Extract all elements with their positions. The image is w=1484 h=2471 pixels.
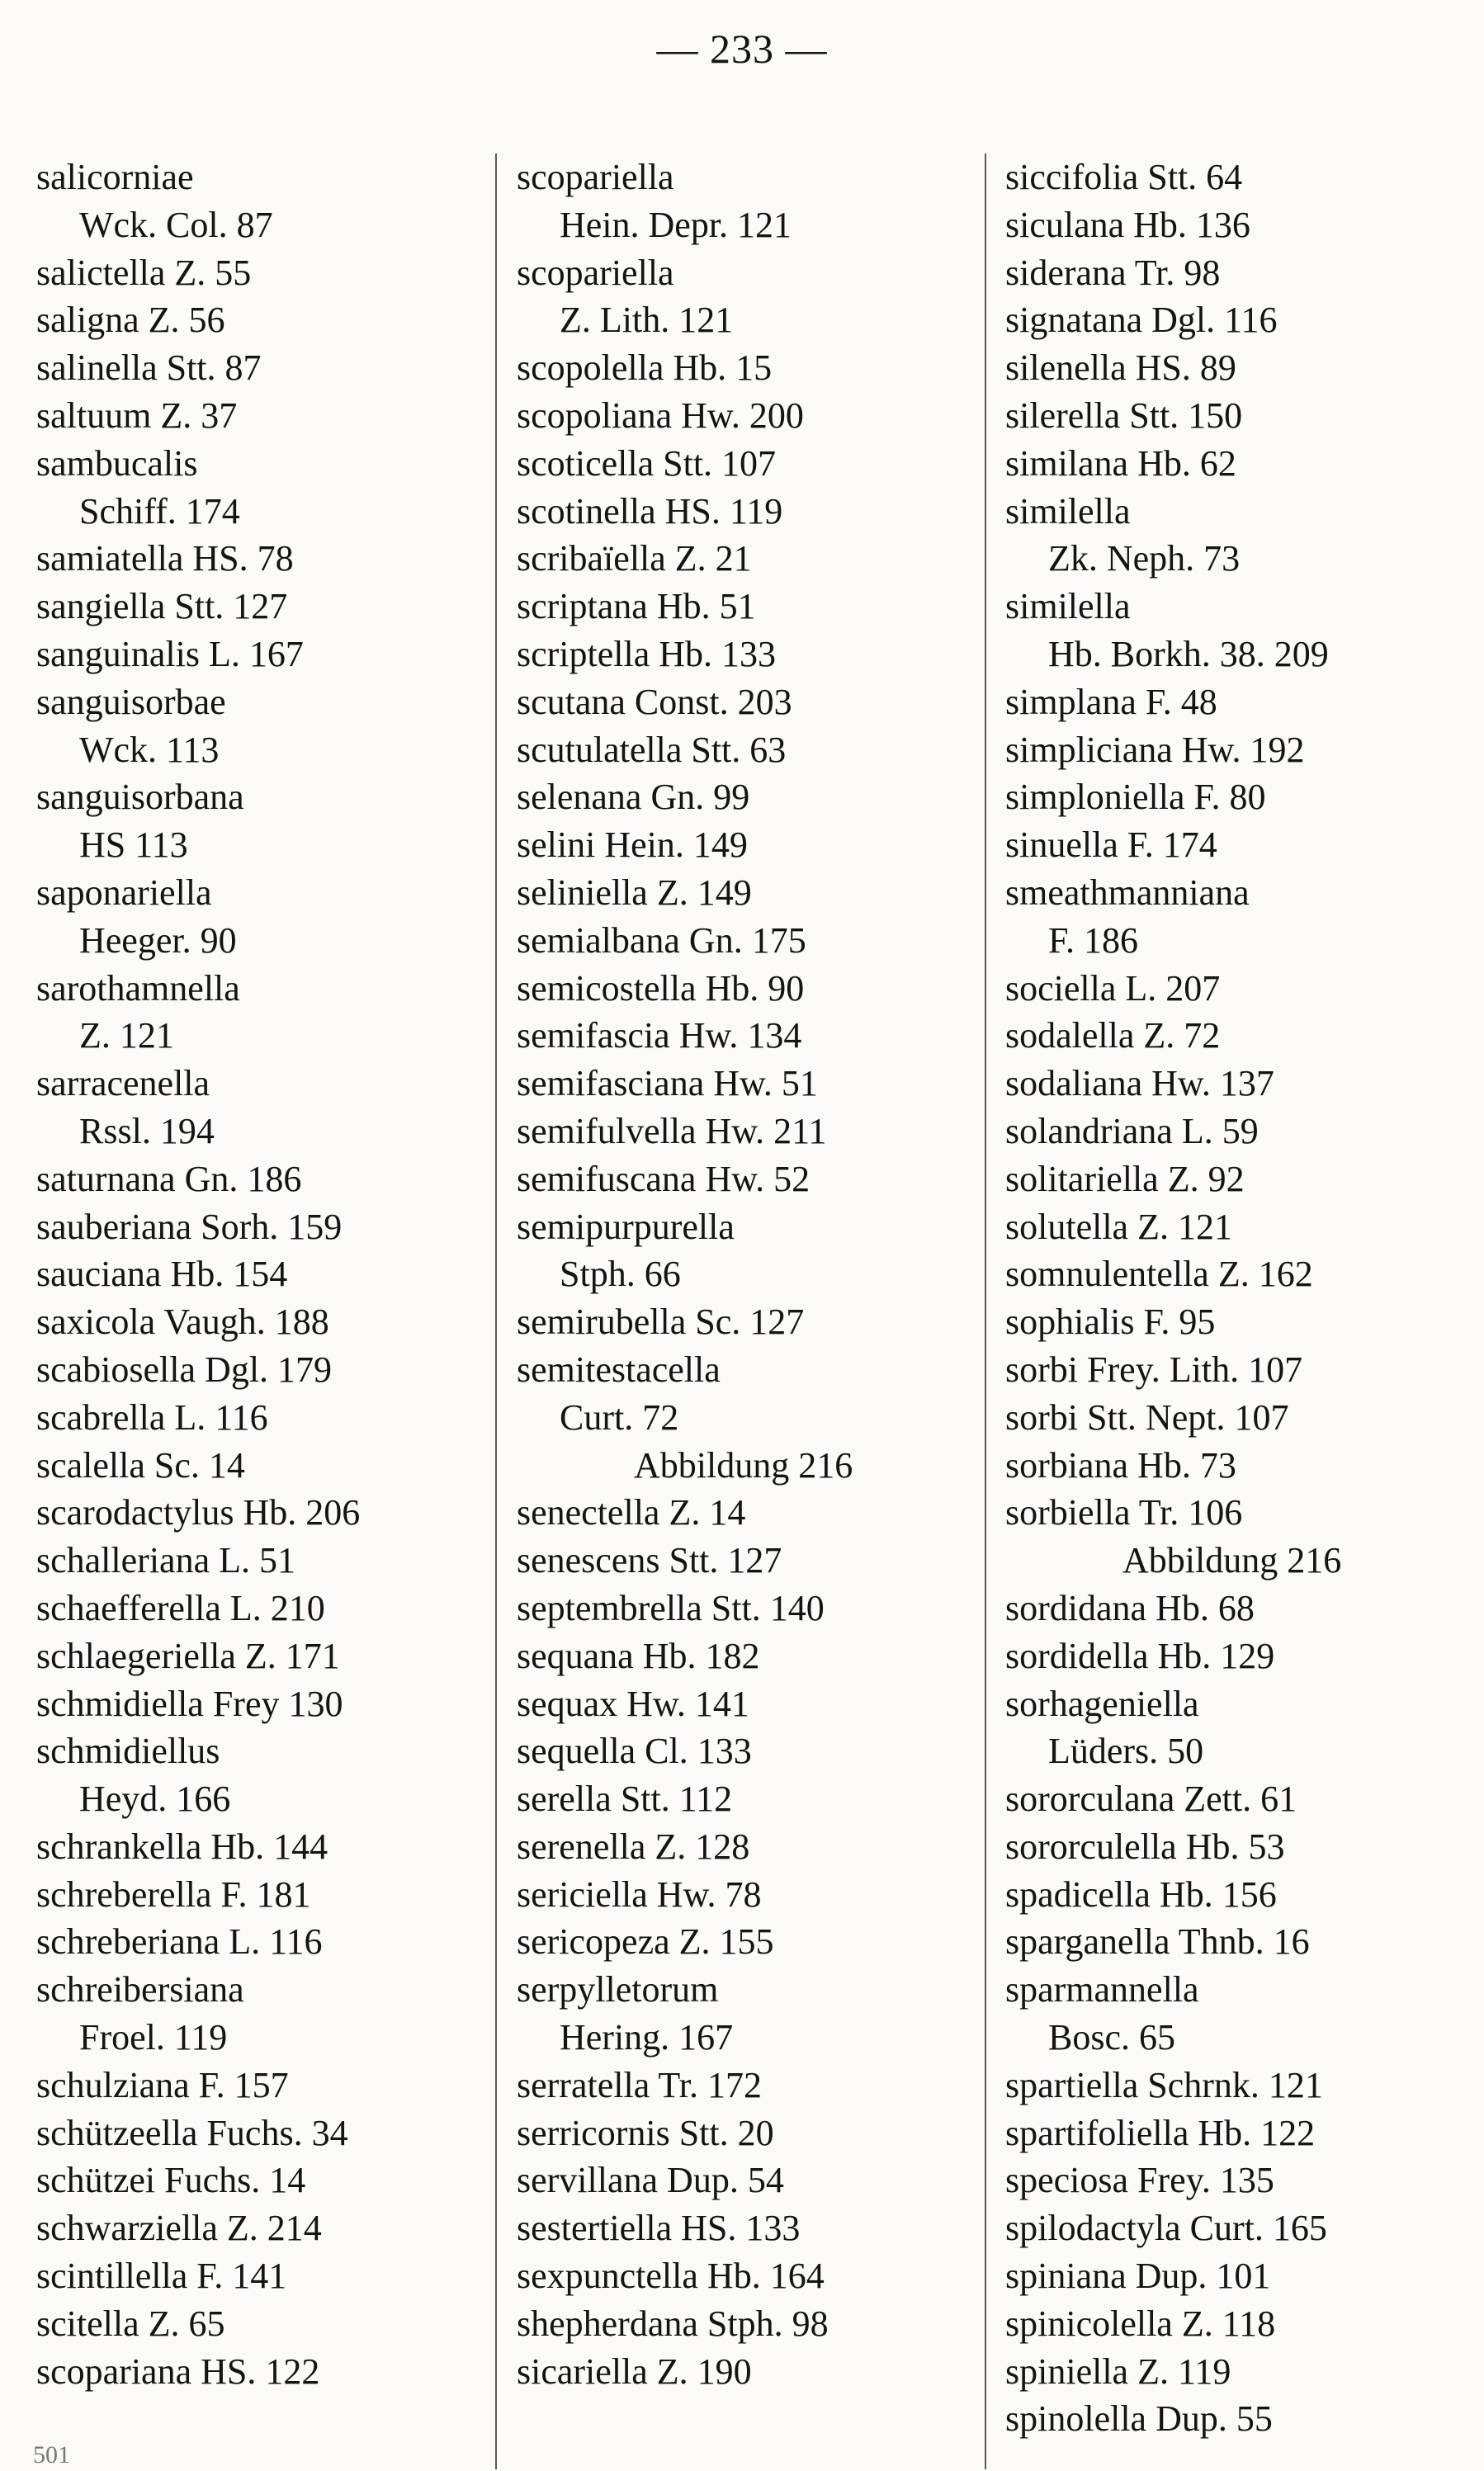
index-entry: Stph. 66 [560,1254,681,1295]
index-entry: Lüders. 50 [1048,1731,1204,1772]
index-entry: septembrella Stt. 140 [517,1587,825,1628]
index-entry: scabiosella Dgl. 179 [36,1349,333,1390]
index-entry: Froel. 119 [79,2017,228,2058]
index-entry: scribaïella Z. 21 [517,538,752,579]
index-entry: scriptana Hb. 51 [517,586,756,627]
index-entry: Wck. Col. 87 [79,204,273,245]
index-entry: scintillella F. 141 [36,2256,287,2297]
index-entry: scopariella [517,157,674,197]
index-entry: scriptella Hb. 133 [517,633,777,674]
index-entry: serricornis Stt. 20 [517,2112,774,2153]
column-rule [985,154,986,2469]
index-entry: semifasciana Hw. 51 [517,1063,818,1104]
index-entry: sanguinalis L. 167 [36,633,304,674]
index-entry: smeathmanniana [1005,872,1250,913]
index-entry: sorbiella Tr. 106 [1005,1492,1243,1533]
index-entry: Hering. 167 [560,2017,734,2058]
index-entry: Wck. 113 [79,729,220,770]
index-entry: silerella Stt. 150 [1005,395,1243,436]
index-entry: Z. 121 [79,1015,174,1056]
index-entry: semifascia Hw. 134 [517,1015,802,1056]
index-entry: semialbana Gn. 175 [517,919,806,961]
index-entry: schreberiana L. 116 [36,1921,323,1963]
index-entry: sestertiella HS. 133 [517,2208,801,2249]
index-entry: spartiella Schrnk. 121 [1005,2064,1323,2105]
index-entry: siculana Hb. 136 [1005,204,1250,245]
index-entry: scopariana HS. 122 [36,2351,320,2392]
index-entry: sequella Cl. 133 [517,1731,752,1772]
index-entry: Hein. Depr. 121 [560,204,792,245]
index-entry: schützeella Fuchs. 34 [36,2112,348,2153]
index-entry: salictella Z. 55 [36,252,252,293]
index-entry: similana Hb. 62 [1005,442,1236,484]
index-entry: solitariella Z. 92 [1005,1158,1245,1199]
index-entry: sordidana Hb. 68 [1005,1587,1255,1628]
index-entry: Schiff. 174 [79,490,240,532]
index-entry: samiatella HS. 78 [36,538,294,579]
index-entry: siderana Tr. 98 [1005,252,1221,293]
index-entry: semifuscana Hw. 52 [517,1158,811,1199]
index-entry: sarothamnella [36,967,240,1009]
index-entry: salicorniae [36,157,194,197]
index-entry: signatana Dgl. 116 [1005,300,1278,341]
page-number: — 233 — [656,26,828,72]
index-entry: similella [1005,490,1131,532]
index-entry: spinicolella Z. 118 [1005,2303,1276,2344]
index-entry: HS 113 [79,824,188,866]
index-entry: scutana Const. 203 [517,681,792,722]
index-entry: sorhageniella [1005,1683,1199,1724]
index-entry: solutella Z. 121 [1005,1206,1232,1247]
index-entry: selenana Gn. 99 [517,777,750,818]
index-entry: Rssl. 194 [79,1110,215,1151]
index-entry: saxicola Vaugh. 188 [36,1302,329,1343]
index-entry: senescens Stt. 127 [517,1540,782,1581]
index-entry: schaefferella L. 210 [36,1587,325,1628]
column-rule [495,154,497,2469]
index-entry: salinella Stt. 87 [36,347,262,389]
index-entry: schmidiella Frey 130 [36,1683,343,1724]
index-entry: sociella L. 207 [1005,967,1221,1009]
index-entry: sparganella Thnb. 16 [1005,1921,1310,1963]
index-entry: F. 186 [1048,919,1138,961]
index-entry: spiniana Dup. 101 [1005,2256,1271,2297]
index-entry: scopoliana Hw. 200 [517,395,804,436]
index-entry: simplana F. 48 [1005,681,1217,722]
index-entry: schrankella Hb. 144 [36,1826,328,1867]
index-entry: sordidella Hb. 129 [1005,1635,1275,1676]
index-entry: semipurpurella [517,1206,735,1247]
index-entry: scopariella [517,252,674,293]
index-entry: Abbildung 216 [634,1444,853,1486]
index-entry: saltuum Z. 37 [36,395,238,436]
index-entry: sauberiana Sorh. 159 [36,1206,343,1247]
index-entry: scutulatella Stt. 63 [517,729,787,770]
index-entry: Curt. 72 [560,1396,679,1438]
index-entry: sexpunctella Hb. 164 [517,2256,825,2297]
index-entry: scalella Sc. 14 [36,1444,245,1486]
index-entry: sanguisorbana [36,777,244,818]
index-entry: semifulvella Hw. 211 [517,1110,827,1151]
index-column-3 [1005,154,1476,2443]
index-entry: sicariella Z. 190 [517,2351,752,2392]
index-entry: Bosc. 65 [1048,2017,1175,2058]
index-entry: saturnana Gn. 186 [36,1158,302,1199]
index-entry: scoticella Stt. 107 [517,442,777,484]
index-entry: Heyd. 166 [79,1779,231,1820]
index-entry: sericiella Hw. 78 [517,1873,762,1915]
index-entry: similella [1005,586,1131,627]
index-entry: sequana Hb. 182 [517,1635,760,1676]
index-entry: schreibersiana [36,1969,244,2010]
index-entry: schulziana F. 157 [36,2064,289,2105]
index-column-2 [517,154,976,2395]
index-entry: simpliciana Hw. 192 [1005,729,1305,770]
index-entry: Zk. Neph. 73 [1048,538,1241,579]
index-entry: sparmannella [1005,1969,1199,2010]
index-entry: saponariella [36,872,212,913]
index-entry: sorbiana Hb. 73 [1005,1444,1236,1486]
index-entry: Heeger. 90 [79,919,237,961]
index-entry: scarodactylus Hb. 206 [36,1492,361,1533]
index-entry: schreberella F. 181 [36,1873,311,1915]
index-entry: sodalella Z. 72 [1005,1015,1221,1056]
index-entry: shepherdana Stph. 98 [517,2303,829,2344]
index-entry: sarracenella [36,1063,210,1104]
index-entry: speciosa Frey. 135 [1005,2160,1274,2201]
index-entry: serratella Tr. 172 [517,2064,762,2105]
index-entry: sophialis F. 95 [1005,1302,1216,1343]
index-entry: serella Stt. 112 [517,1779,733,1820]
index-entry: Abbildung 216 [1122,1540,1342,1581]
index-entry: sequax Hw. 141 [517,1683,749,1724]
index-entry: scopolella Hb. 15 [517,347,773,389]
index-entry: solandriana L. 59 [1005,1110,1259,1151]
index-entry: somnulentella Z. 162 [1005,1254,1313,1295]
index-entry: saligna Z. 56 [36,300,225,341]
index-entry: sorbi Frey. Lith. 107 [1005,1349,1303,1390]
index-entry: scotinella HS. 119 [517,490,783,532]
index-entry: sauciana Hb. 154 [36,1254,288,1295]
index-entry: sinuella F. 174 [1005,824,1217,866]
index-entry: sanguisorbae [36,681,226,722]
index-entry: Z. Lith. 121 [560,300,734,341]
index-column-1 [36,154,486,2395]
index-entry: serpylletorum [517,1969,719,2010]
index-entry: siccifolia Stt. 64 [1005,157,1243,197]
index-entry: spadicella Hb. 156 [1005,1873,1277,1915]
index-entry: scitella Z. 65 [36,2303,225,2344]
index-entry: schalleriana L. 51 [36,1540,295,1581]
index-entry: sorbi Stt. Nept. 107 [1005,1396,1289,1438]
index-entry: sambucalis [36,442,198,484]
index-entry: sodaliana Hw. 137 [1005,1063,1274,1104]
index-entry: schlaegeriella Z. 171 [36,1635,340,1676]
index-entry: spinolella Dup. 55 [1005,2398,1273,2440]
index-entry: Hb. Borkh. 38. 209 [1048,633,1329,674]
footer-mark: 501 [33,2441,70,2469]
index-entry: semicostella Hb. 90 [517,967,805,1009]
index-entry: senectella Z. 14 [517,1492,746,1533]
index-entry: semitestacella [517,1349,721,1390]
index-entry: spilodactyla Curt. 165 [1005,2208,1327,2249]
index-entry: spiniella Z. 119 [1005,2351,1231,2392]
index-entry: selini Hein. 149 [517,824,748,866]
index-entry: simploniella F. 80 [1005,777,1266,818]
index-entry: sororculana Zett. 61 [1005,1779,1297,1820]
index-entry: schwarziella Z. 214 [36,2208,322,2249]
index-entry: spartifoliella Hb. 122 [1005,2112,1316,2153]
index-entry: schützei Fuchs. 14 [36,2160,306,2201]
index-entry: semirubella Sc. 127 [517,1302,805,1343]
index-entry: sericopeza Z. 155 [517,1921,774,1963]
index-entry: schmidiellus [36,1731,220,1772]
index-entry: silenella HS. 89 [1005,347,1236,389]
index-entry: sangiella Stt. 127 [36,586,288,627]
index-entry: scabrella L. 116 [36,1396,268,1438]
index-entry: sororculella Hb. 53 [1005,1826,1285,1867]
index-entry: serenella Z. 128 [517,1826,750,1867]
index-entry: servillana Dup. 54 [517,2160,784,2201]
index-entry: seliniella Z. 149 [517,872,752,913]
